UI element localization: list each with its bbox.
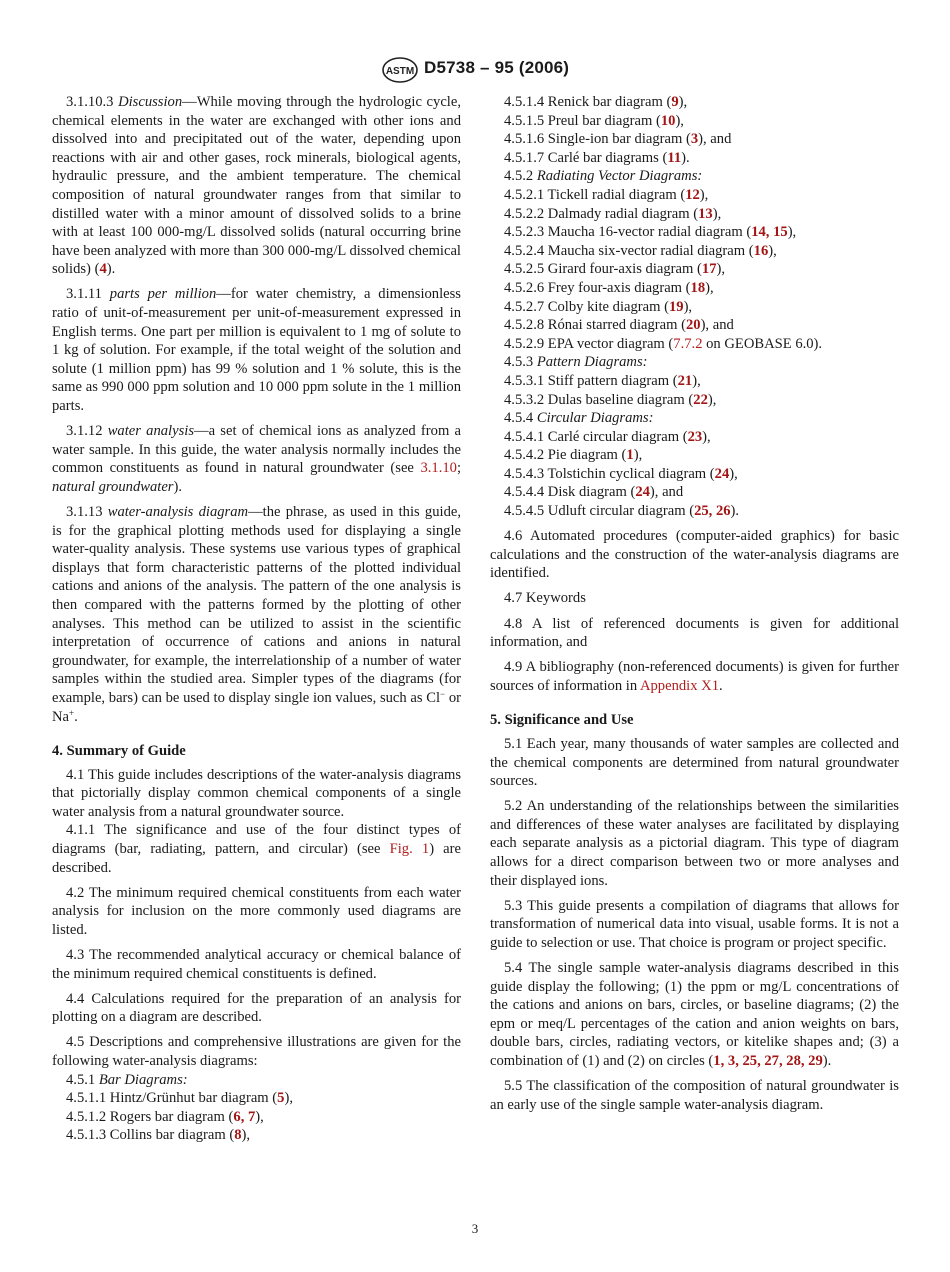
figure-link[interactable]: Fig. 1 — [389, 841, 430, 858]
reference-link[interactable]: 8 — [234, 1127, 242, 1144]
list-item: 4.5.2.4 Maucha six-vector radial diagram (16), — [504, 242, 777, 259]
list-item: 4.5.4.3 Tolstichin cyclical diagram (24), — [504, 465, 738, 482]
para-3-1-10-3: 3.1.10.3 Discussion—While moving through the hydrologic cycle, chemical elements in the water are exchanged with other ions and dissolved into and precipitated out of the water, depending upon reactions with air and other gases, rock minerals, biological agents, hydraulic pressure, and the ambient temperature. The chemical composition of natural groundwater ranges from that similar to distilled water with a minor amount of dissolved solids to a brine with at least 100 000-mg/L dissolved solids (natural occurring brine have been analyzed with more than 300 000-mg/L dissolved chemical solids) (4). — [52, 94, 461, 278]
svg-text:ASTM: ASTM — [385, 66, 415, 77]
left-column — [52, 93, 461, 1145]
list-item: 4.5.1.5 Preul bar diagram (10), — [504, 112, 684, 129]
para-3-1-13: 3.1.13 water-analysis diagram—the phrase, as used in this guide, is for the graphical plotting methods used for displaying a single water-quality analysis. These systems use various types of graphical displays that form characteristic patterns of the plotted individual cations and anions of the analysis. The pattern of the one analysis is then compared with the patterns formed by the plotting of other analyses. This method can be utilized to assist in the scientific interpretation of occurrence of cations and anions in natural groundwater, for example, the interrelationship of a number of water samples within the studied area. Simpler types of the diagrams (for example, bars) can be used to display single ion values, such as Cl− or Na+. — [52, 503, 461, 725]
para-4-1: 4.1 This guide includes descriptions of the water-analysis diagrams that pictorially display common chemical components of a single water analysis from a natural groundwater source. — [52, 766, 461, 820]
reference-link[interactable]: 16 — [753, 242, 769, 259]
list-item: 4.5.2 Radiating Vector Diagrams: — [504, 168, 703, 185]
reference-link[interactable]: 19 — [668, 298, 684, 315]
reference-link[interactable]: 17 — [701, 261, 717, 278]
para-4-1-1: 4.1.1 The significance and use of the four distinct types of diagrams (bar, radiating, pattern, and circular) (see Fig. 1) are described. — [52, 822, 461, 876]
list-item: 4.5.4 Circular Diagrams: — [504, 410, 654, 427]
reference-link[interactable]: 20 — [685, 317, 701, 334]
reference-link[interactable]: 9 — [671, 94, 679, 110]
reference-link[interactable]: 3 — [690, 131, 699, 148]
list-item: 4.5.2.2 Dalmady radial diagram (13), — [504, 205, 722, 222]
reference-link[interactable]: 4 — [99, 261, 107, 278]
para-4-7: 4.7 Keywords — [504, 590, 586, 607]
para-4-4: 4.4 Calculations required for the preparation of an analysis for plotting on a diagram are described. — [52, 990, 461, 1026]
list-item: 4.5.1.3 Collins bar diagram (8), — [66, 1127, 251, 1144]
para-5-1: 5.1 Each year, many thousands of water samples are collected and the chemical components are determined from natural groundwater sources. — [490, 736, 899, 790]
list-item: 4.5.1.1 Hintz/Grünhut bar diagram (5), — [66, 1090, 293, 1107]
reference-link[interactable]: 18 — [690, 279, 706, 296]
para-4-3: 4.3 The recommended analytical accuracy or chemical balance of the minimum required chemical constituents is defined. — [52, 947, 461, 982]
reference-link[interactable]: 14, 15 — [751, 224, 788, 241]
section-heading-5: 5. Significance and Use — [490, 712, 634, 729]
para-3-1-11: 3.1.11 parts per million—for water chemistry, a dimensionless ratio of unit-of-measurement per unit-of-measurement expressed in English terms. One part per million is equivalent to 1 mg of solute to 1 kg of solution. For example, if the total weight of the solution and solute (1 million ppm) has 99 % solution and 1 % solute, this is the same as 990 000 ppm solution and 10 000 ppm solute in the 1 million parts. — [52, 286, 461, 414]
reference-link[interactable]: 1, 3, 25, 27, 28, 29 — [713, 1053, 823, 1069]
reference-link[interactable]: 10 — [660, 112, 676, 129]
para-4-6: 4.6 Automated procedures (computer-aided graphics) for basic calculations and the construction of the water-analysis diagrams are identified. — [490, 528, 899, 582]
reference-link[interactable]: 22 — [693, 391, 708, 408]
list-item: 4.5.4.4 Disk diagram (24), and — [504, 484, 684, 501]
list-item: 4.5.4.1 Carlé circular diagram (23), — [504, 428, 711, 445]
reference-link[interactable]: 6, 7 — [233, 1108, 256, 1125]
para-4-8: 4.8 A list of referenced documents is given for additional information, and — [490, 615, 899, 651]
list-item: 4.5.2.3 Maucha 16-vector radial diagram (14, 15), — [504, 224, 797, 241]
appendix-link[interactable]: Appendix X1 — [639, 677, 720, 694]
para-3-1-12: 3.1.12 water analysis—a set of chemical ions as analyzed from a water sample. In this guide, the water analysis normally includes the common constituents as found in natural groundwater (see 3.1.10; natural groundwater). — [52, 423, 461, 495]
list-item: 4.5.2.8 Rónai starred diagram (20), and — [504, 317, 734, 334]
para-4-9: 4.9 A bibliography (non-referenced documents) is given for further sources of information in Appendix X1. — [490, 659, 899, 694]
reference-link[interactable]: 21 — [677, 372, 693, 389]
cross-reference-link[interactable]: 7.7.2 — [673, 335, 703, 352]
list-item: 4.5.1 Bar Diagrams: — [66, 1071, 188, 1088]
reference-link[interactable]: 1 — [626, 447, 634, 464]
page-header — [0, 56, 950, 84]
reference-link[interactable]: 24 — [714, 465, 730, 482]
reference-link[interactable]: 23 — [687, 428, 703, 445]
reference-link[interactable]: 13 — [698, 205, 713, 222]
para-5-5: 5.5 The classification of the composition of natural groundwater is an early use of the single sample water-analysis diagram. — [490, 1078, 899, 1113]
list-item: 4.5.1.7 Carlé bar diagrams (11). — [504, 149, 690, 166]
cross-reference-link[interactable]: 3.1.10 — [420, 460, 457, 477]
astm-logo-icon — [380, 56, 420, 84]
para-5-2: 5.2 An understanding of the relationships between the similarities and differences of these water analyses are facilitated by displaying each separate analysis as a pictorial diagram. This type of diagram allows for a direct comparison between two or more analyses and their displayed ions. — [490, 798, 899, 889]
list-item: 4.5.3.1 Stiff pattern diagram (21), — [504, 372, 701, 389]
list-item: 4.5.4.5 Udluft circular diagram (25, 26). — [504, 503, 740, 520]
reference-link[interactable]: 12 — [685, 186, 700, 203]
reference-link[interactable]: 25, 26 — [694, 503, 731, 520]
para-5-4: 5.4 The single sample water-analysis diagrams described in this guide display the following; (1) the ppm or mg/L concentrations of the cations and anions on bars, circles, or baseline diagrams; (2) the epm or meq/L percentages of the cation and anion weights on bars, double bars, circles, radiating vectors, or kitelike shapes and; (3) a combination of (1) and (2) on circles (1, 3, 25, 27, 28, 29). — [490, 960, 899, 1069]
para-4-5: 4.5 Descriptions and comprehensive illustrations are given for the following water-analysis diagrams: — [52, 1034, 461, 1069]
list-item: 4.5.2.9 EPA vector diagram (7.7.2 on GEOBASE 6.0). — [504, 335, 823, 352]
page-number: 3 — [471, 1221, 479, 1236]
list-item: 4.5.1.6 Single-ion bar diagram (3), and — [504, 131, 732, 148]
reference-link[interactable]: 11 — [667, 149, 682, 166]
document-designation: D5738 – 95 (2006) — [424, 58, 570, 77]
list-item: 4.5.2.5 Girard four-axis diagram (17), — [504, 261, 725, 278]
para-4-2: 4.2 The minimum required chemical constituents from each water analysis for inclusion on the more commonly used diagrams are listed. — [52, 884, 461, 938]
para-5-3: 5.3 This guide presents a compilation of diagrams that allows for transformation of numerical data into visual, usable forms. It is not a guide to selection or use. That choice is program or project specific. — [490, 897, 899, 951]
list-item: 4.5.3.2 Dulas baseline diagram (22), — [504, 391, 717, 408]
list-item: 4.5.2.6 Frey four-axis diagram (18), — [504, 279, 714, 296]
list-item: 4.5.3 Pattern Diagrams: — [504, 354, 648, 371]
list-item: 4.5.1.4 Renick bar diagram (9), — [504, 94, 688, 110]
reference-link[interactable]: 24 — [635, 484, 650, 501]
right-column — [490, 93, 899, 1121]
section-heading-4: 4. Summary of Guide — [52, 743, 186, 760]
list-item: 4.5.1.2 Rogers bar diagram (6, 7), — [66, 1108, 264, 1125]
reference-link[interactable]: 5 — [277, 1090, 285, 1107]
list-item: 4.5.2.1 Tickell radial diagram (12), — [504, 186, 709, 203]
list-item: 4.5.2.7 Colby kite diagram (19), — [504, 298, 693, 315]
list-item: 4.5.4.2 Pie diagram (1), — [504, 447, 643, 464]
